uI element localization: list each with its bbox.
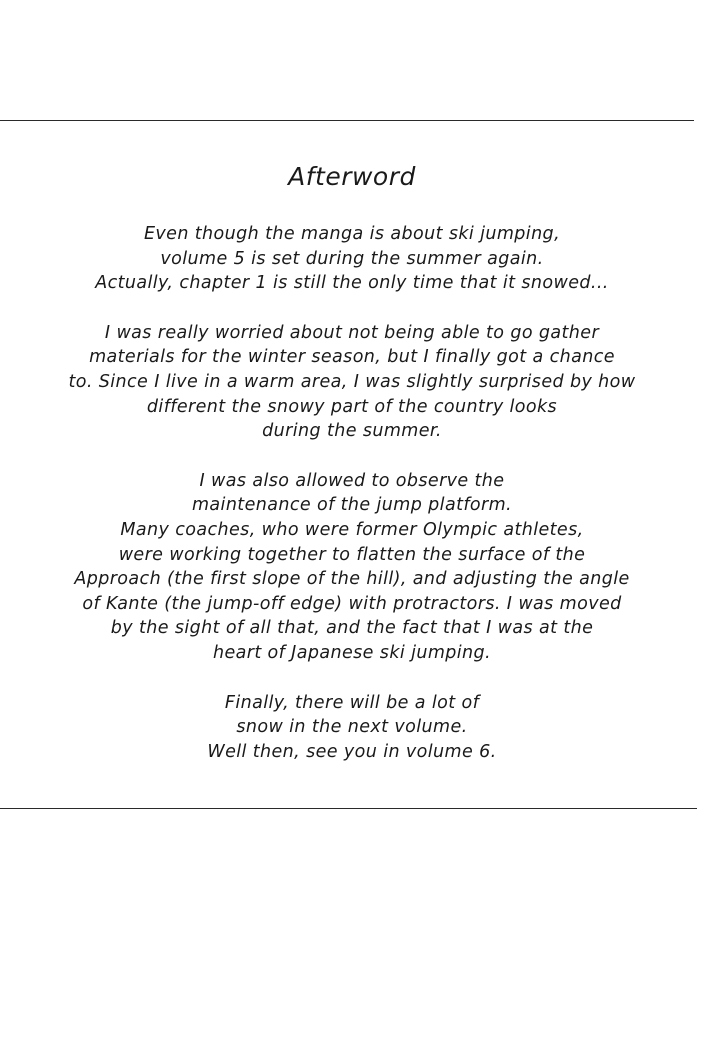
text-line: of Kante (the jump-off edge) with protractors. I was moved [82,593,622,614]
text-line: during the summer. [262,421,442,442]
text-line: I was really worried about not being able to go gather [104,322,600,343]
text-line: to. Since I live in a warm area, I was slightly surprised by how [68,371,636,392]
paragraph-1 [0,222,704,296]
text-line: Even though the manga is about ski jumping, [143,224,561,244]
paragraph-4 [0,691,704,765]
text-line: I was also allowed to observe the [199,470,505,491]
text-line: Many coaches, who were former Olympic athletes, [120,519,584,540]
text-line: heart of Japanese ski jumping. [212,642,492,663]
text-line: maintenance of the jump platform. [191,495,513,516]
text-line: volume 5 is set during the summer again. [160,248,544,269]
text-line: Actually, chapter 1 is still the only time that it snowed... [95,273,609,294]
page-title: Afterword [288,162,416,191]
text-line: by the sight of all that, and the fact that I was at the [110,618,594,639]
text-line: were working together to flatten the surface of the [118,544,586,565]
text-line: snow in the next volume. [236,717,468,738]
afterword-body [0,222,704,789]
paragraph-2 [0,321,704,444]
bottom-divider [0,808,697,809]
text-line: materials for the winter season, but I finally got a chance [89,347,615,368]
text-line: different the snowy part of the country looks [146,396,558,417]
text-line: Well then, see you in volume 6. [207,741,497,762]
text-line: Finally, there will be a lot of [224,692,480,713]
text-line: Approach (the first slope of the hill), and adjusting the angle [74,569,630,590]
top-divider [0,120,694,121]
paragraph-3 [0,469,704,666]
